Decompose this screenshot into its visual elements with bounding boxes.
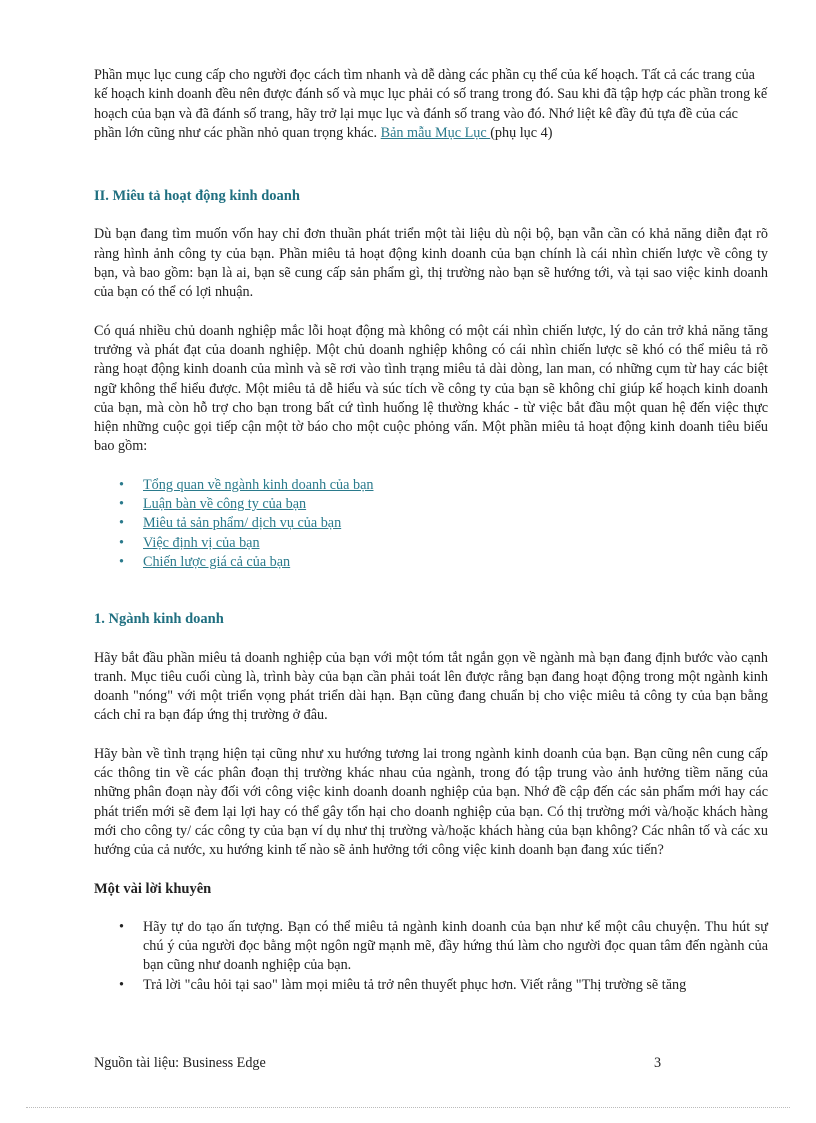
tips-list [94,918,768,995]
list-item [94,514,768,533]
subsection-1-paragraph-2: Hãy bàn về tình trạng hiện tại cũng như xu hướng tương lai trong ngành kinh doanh của bạn. Bạn cũng nên cung cấp các thông tin về các phân đoạn thị trường khác nhau của ngành, trong đó tập trung vào ảnh hưởng tiềm năng của những phân đoạn này đối với công việc kinh doanh doanh nghiệp của bạn. Nhớ đề cập đến các sản phẩm mới hay các phát triển mới sẽ đem lại lợi hay có thể gây tổn hại cho doanh nghiệp của bạn. Có thị trường mới và/hoặc khách hàng mới cho công ty/ các công ty của bạn ví dụ như thị trường và/hoặc khách hàng của bạn không? Các nhân tố và các xu hướng của cả nước, xu hướng kinh tế nào sẽ ảnh hưởng tới công việc kinh doanh bạn đang xúc tiến? [94,745,768,859]
subsection-1-paragraph-1: Hãy bắt đầu phần miêu tả doanh nghiệp của bạn với một tóm tắt ngắn gọn về ngành mà bạn đang định bước vào cạnh tranh. Mục tiêu cuối cùng là, trình bày của bạn cần phải toát lên được rằng bạn đang hoạt động trong một ngành kinh doanh "nóng" với một triển vọng phát triển dài hạn. Bạn cũng đang chuẩn bị cho việc miêu tả công ty của bạn bằng cách chỉ ra bạn đáp ứng thị trường ở đâu. [94,649,768,724]
pricing-strategy-link[interactable]: Chiến lược giá cả của bạn [143,553,291,570]
tips-title: Một vài lời khuyên [94,880,212,897]
toc-template-link[interactable]: Bản mẫu Mục Lục [380,124,491,141]
list-item [94,495,768,514]
section-2-title: II. Miêu tả hoạt động kinh doanh [94,188,300,205]
section-2-paragraph-1: Dù bạn đang tìm muốn vốn hay chỉ đơn thuần phát triển một tài liệu dù nội bộ, bạn vẫn cần có khả năng diễn đạt rõ ràng hình ảnh công ty của bạn. Phần miêu tả hoạt động kinh doanh của bạn chính là cái nhìn chiến lược về công ty bạn, và bao gồm: bạn là ai, bạn sẽ cung cấp sản phẩm gì, thị trường nào bạn sẽ hướng tới, và tại sao việc kinh doanh của bạn có thể có lợi nhuận. [94,226,768,301]
list-item [94,534,768,553]
product-service-link[interactable]: Miêu tả sản phẩm/ dịch vụ của bạn [143,515,342,532]
page-content [94,66,768,995]
list-item: • Hãy tự do tạo ấn tượng. Bạn có thể miêu tả ngành kinh doanh của bạn như kể một câu chuyện. Thu hút sự chú ý của người đọc bằng một ngôn ngữ mạnh mẽ, đầy hứng thú làm cho người đọc quan tâm đến ngành của bạn cũng như doanh nghiệp của bạn. [94,918,768,976]
list-item [94,553,768,572]
footer-source: Nguồn tài liệu: Business Edge [94,1055,266,1071]
toc-intro-text: Phần mục lục cung cấp cho người đọc cách tìm nhanh và dễ dàng các phần cụ thể của kế hoạch. Tất cả các trang của kế hoạch kinh doanh đều nên được đánh số và mục lục phải có số trang trong đó. Sau khi đã tập hợp các phần trong kế hoạch của bạn và đã đánh số trang, hãy trở lại mục lục và đánh số trang vào đó. Nhớ liệt kê đầy đủ tựa đề của các phần lớn cũng như các phần nhỏ quan trọng khác. [94,67,768,141]
section-2-link-list [94,476,768,572]
page-bottom-divider [26,1107,790,1108]
list-item: • Trả lời "câu hỏi tại sao" làm mọi miêu tả trở nên thuyết phục hơn. Viết rằng "Thị trường sẽ tăng [94,976,768,995]
positioning-link[interactable]: Việc định vị của bạn [143,534,260,551]
page-number: 3 [654,1055,662,1071]
toc-intro-paragraph [94,66,768,143]
section-2-paragraph-2: Có quá nhiều chủ doanh nghiệp mắc lỗi hoạt động mà không có một cái nhìn chiến lược, lý do cản trở khả năng tăng trưởng và phát đạt của doanh nghiệp. Một chủ doanh nghiệp không có cái nhìn chiến lược sẽ khó có thể miêu tả rõ ràng hoạt động kinh doanh của mình và sẽ rơi vào tình trạng miêu tả dài dòng, lan man, có những cụm từ hay các biệt ngữ không thể hiểu được. Một miêu tả dễ hiểu và súc tích về công ty của bạn sẽ không chỉ giúp kế hoạch kinh doanh của bạn, mà còn hỗ trợ cho bạn trong bất cứ tình huống lệ thường khác - từ việc bắt đầu một quan hệ đến việc thực hiện những cuộc gọi tiếp cận một tờ báo cho một cuộc phỏng vấn. Một phần miêu tả hoạt động kinh doanh tiêu biểu bao gồm: [94,322,768,455]
industry-overview-link[interactable]: Tổng quan về ngành kinh doanh của bạn [143,476,374,493]
subsection-1-title: 1. Ngành kinh doanh [94,611,224,628]
company-discussion-link[interactable]: Luận bàn về công ty của bạn [143,496,307,513]
list-item [94,476,768,495]
toc-intro-suffix: (phụ lục 4) [490,124,553,141]
